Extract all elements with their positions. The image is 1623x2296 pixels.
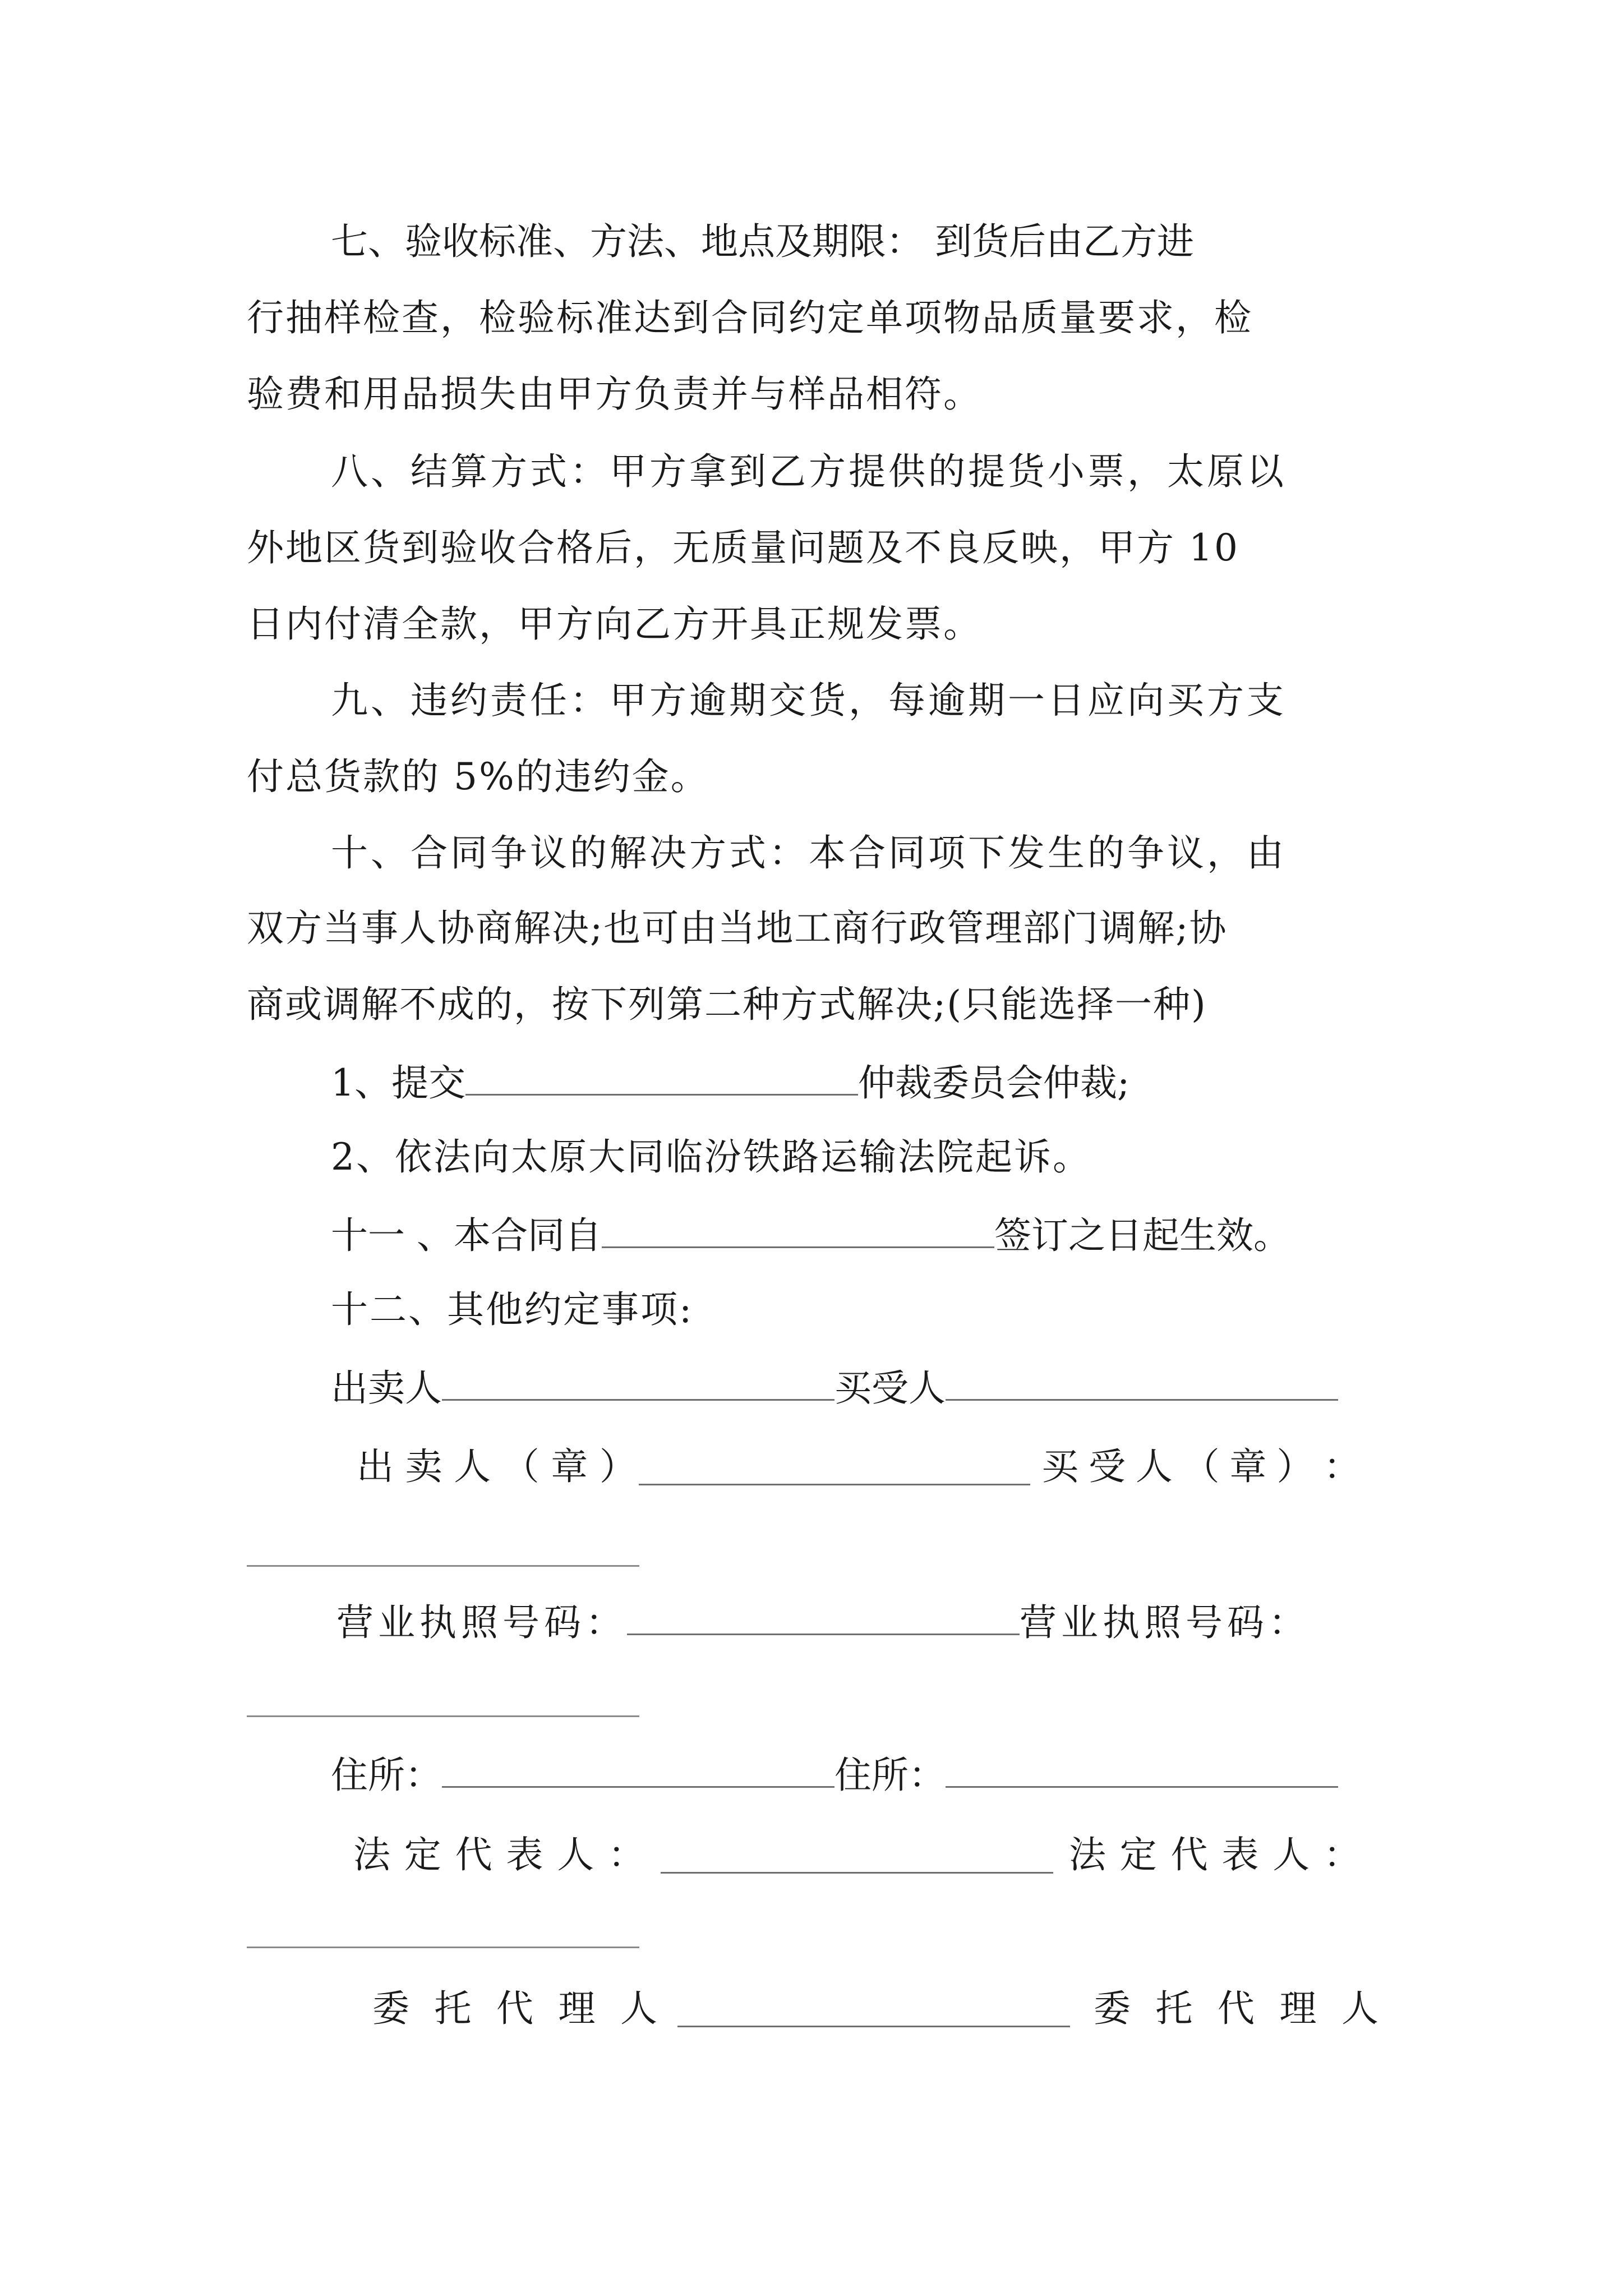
buyer-address-blank [946,1755,1338,1788]
legal-rep-row [353,1831,1363,1874]
seller-legal-rep-label: 法 定 代 表 人 ： [353,1833,645,1876]
agent-row [372,1985,1387,2030]
buyer-seal-blank [247,1565,639,1567]
clause-11 [331,1215,1290,1258]
buyer-legal-rep-label: 法 定 代 表 人 ： [1069,1833,1361,1876]
seller-license-label: 营业执照号码： [336,1601,627,1644]
buyer-address-label: 住所： [834,1754,946,1797]
clause-11-suffix: 签订之日起生效。 [994,1214,1290,1257]
buyer-legal-rep-blank [247,1947,639,1948]
seller-legal-rep-blank [661,1841,1053,1874]
clause-8-line-3: 日内付清全款，甲方向乙方开具正规发票。 [247,602,982,646]
seller-license-blank [627,1602,1020,1635]
clause-7-line-1: 七、验收标准、方法、地点及期限： 到货后由乙方进 [331,220,1194,263]
buyer-blank [946,1368,1338,1401]
option-1-suffix: 仲裁委员会仲裁; [858,1061,1130,1105]
party-row [331,1368,1338,1410]
clause-7-line-3: 验费和用品损失由甲方负责并与样品相符。 [247,372,982,416]
clause-10-line-2: 双方当事人协商解决;也可由当地工商行政管理部门调解;协 [247,907,1228,950]
clause-7-line-2: 行抽样检查，检验标准达到合同约定单项物品质量要求，检 [247,296,1253,339]
address-row [331,1755,1338,1797]
buyer-label: 买受人 [834,1366,946,1410]
clause-9-line-1: 九、违约责任：甲方逾期交货，每逾期一日应向买方支 [331,679,1287,722]
seller-address-label: 住所： [331,1754,442,1797]
clause-10-option-2: 2、依法向太原大同临汾铁路运输法院起诉。 [331,1135,1091,1179]
clause-9-line-2: 付总货款的 5%的违约金。 [247,755,709,798]
effective-date-blank [602,1215,994,1248]
seller-blank [442,1368,834,1401]
seller-label: 出卖人 [331,1366,442,1410]
license-row [336,1602,1310,1645]
buyer-license-blank [247,1715,639,1717]
clause-10-line-3: 商或调解不成的，按下列第二种方式解决;(只能选择一种) [247,983,1207,1026]
arbitration-commission-blank [465,1062,858,1096]
option-1-prefix: 1、提交 [331,1061,465,1105]
clause-12: 十二、其他约定事项: [331,1288,694,1331]
clause-8-line-2: 外地区货到验收合格后，无质量问题及不良反映，甲方 10 [247,526,1239,569]
buyer-agent-label: 委 托 代 理 人 [1094,1987,1378,2030]
seller-address-blank [442,1755,834,1788]
clause-10-line-1: 十、合同争议的解决方式：本合同项下发生的争议，由 [331,831,1287,875]
buyer-seal-label: 买 受 人 （ 章 ） ： [1041,1445,1361,1488]
buyer-license-label: 营业执照号码： [1020,1601,1310,1644]
seller-agent-blank [677,1994,1070,2027]
clause-11-prefix: 十一 、本合同自 [331,1214,602,1257]
seal-row [357,1443,1361,1488]
seller-seal-label: 出 卖 人 （ 章 ） [357,1445,637,1488]
clause-8-line-1: 八、结算方式：甲方拿到乙方提供的提货小票，太原以 [331,450,1287,493]
seller-seal-blank [639,1452,1030,1485]
clause-10-option-1 [331,1062,1129,1105]
seller-agent-label: 委 托 代 理 人 [372,1987,657,2030]
